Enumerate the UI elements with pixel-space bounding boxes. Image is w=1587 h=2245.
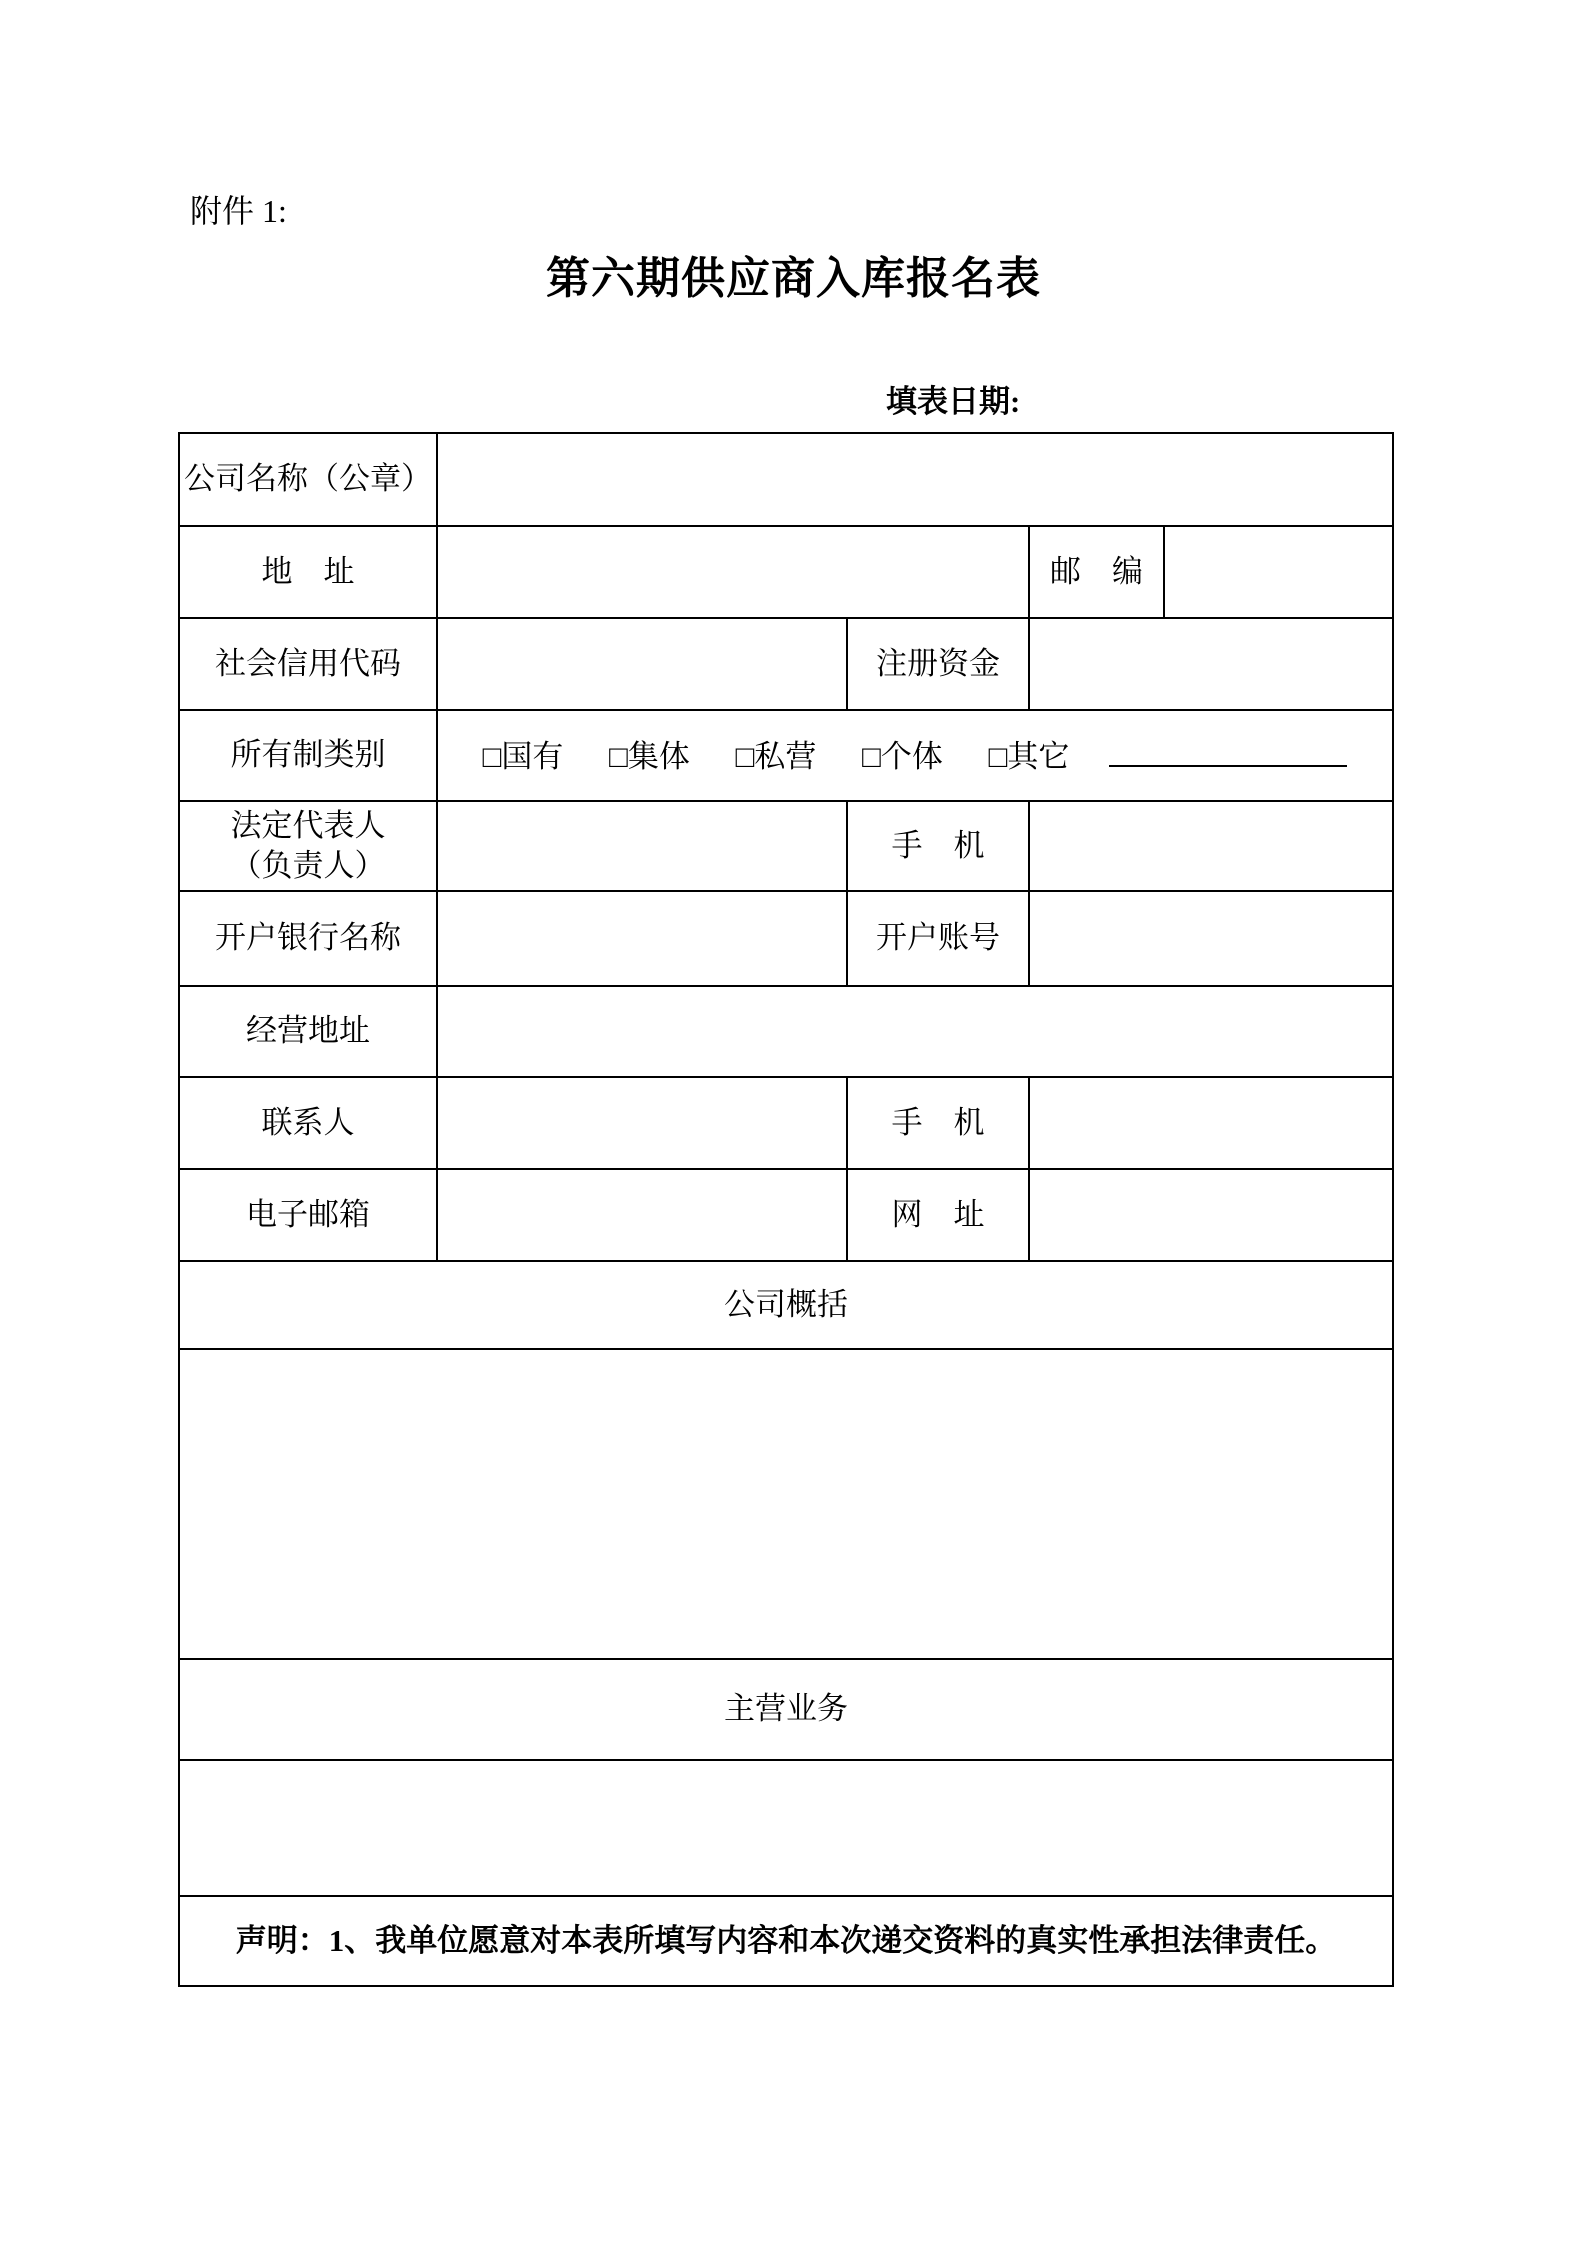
address-field[interactable]: [437, 526, 1029, 618]
row-bank-name: [179, 891, 1393, 986]
row-company-overview-header: [179, 1261, 1393, 1349]
company-overview-field[interactable]: [179, 1349, 1393, 1659]
website-field[interactable]: [1029, 1169, 1393, 1261]
attachment-label: 附件 1:: [190, 193, 287, 229]
fill-date-label: 填表日期:: [886, 384, 1021, 419]
legal-rep-field[interactable]: [437, 801, 847, 891]
email-field[interactable]: [437, 1169, 847, 1261]
registered-capital-label: 注册资金: [847, 618, 1029, 710]
row-declaration: [179, 1896, 1393, 1986]
checkbox-icon: □: [609, 739, 628, 775]
postal-code-label: 邮 编: [1029, 526, 1164, 618]
company-name-label: 公司名称（公章）: [179, 433, 437, 526]
bank-account-label: 开户账号: [847, 891, 1029, 986]
legal-rep-mobile-label: 手 机: [847, 801, 1029, 891]
registered-capital-field[interactable]: [1029, 618, 1393, 710]
ownership-option-state-owned[interactable]: □国有: [482, 739, 564, 775]
credit-code-field[interactable]: [437, 618, 847, 710]
legal-rep-mobile-field[interactable]: [1029, 801, 1393, 891]
row-credit-code: [179, 618, 1393, 710]
ownership-option-individual[interactable]: □个体: [862, 739, 943, 775]
registration-form-table: [178, 432, 1394, 1987]
company-name-field[interactable]: [437, 433, 1393, 526]
row-main-business-header: [179, 1659, 1393, 1760]
contact-field[interactable]: [437, 1077, 847, 1169]
checkbox-icon: □: [735, 739, 755, 775]
contact-label: 联系人: [179, 1077, 437, 1169]
ownership-other-blank[interactable]: [1109, 733, 1347, 767]
bank-name-label: 开户银行名称: [179, 891, 437, 986]
row-email: [179, 1169, 1393, 1261]
bank-account-field[interactable]: [1029, 891, 1393, 986]
checkbox-icon: □: [988, 739, 1008, 775]
row-ownership: [179, 710, 1393, 801]
email-label: 电子邮箱: [179, 1169, 437, 1261]
checkbox-icon: □: [862, 739, 881, 775]
contact-mobile-label: 手 机: [847, 1077, 1029, 1169]
page-title: 第六期供应商入库报名表: [546, 254, 1041, 303]
ownership-option-private[interactable]: □私营: [735, 739, 817, 775]
postal-code-field[interactable]: [1164, 526, 1393, 618]
checkbox-icon: □: [482, 739, 502, 775]
row-contact: [179, 1077, 1393, 1169]
row-company-name: [179, 433, 1393, 526]
row-main-business-body: [179, 1760, 1393, 1896]
ownership-label: 所有制类别: [179, 710, 437, 801]
row-legal-rep: [179, 801, 1393, 891]
row-business-address: [179, 986, 1393, 1077]
website-label: 网 址: [847, 1169, 1029, 1261]
legal-rep-label: 法定代表人 （负责人）: [179, 801, 437, 891]
bank-name-field[interactable]: [437, 891, 847, 986]
business-address-field[interactable]: [437, 986, 1393, 1077]
contact-mobile-field[interactable]: [1029, 1077, 1393, 1169]
ownership-option-collective[interactable]: □集体: [609, 739, 690, 775]
company-overview-label: 公司概括: [179, 1261, 1393, 1349]
address-label: 地 址: [179, 526, 437, 618]
business-address-label: 经营地址: [179, 986, 437, 1077]
row-company-overview-body: [179, 1349, 1393, 1659]
row-address: [179, 526, 1393, 618]
credit-code-label: 社会信用代码: [179, 618, 437, 710]
declaration-text: 声明：1、我单位愿意对本表所填写内容和本次递交资料的真实性承担法律责任。: [179, 1896, 1393, 1986]
ownership-options: [437, 710, 1393, 801]
main-business-label: 主营业务: [179, 1659, 1393, 1760]
ownership-option-other[interactable]: □其它: [988, 739, 1070, 775]
main-business-field[interactable]: [179, 1760, 1393, 1896]
